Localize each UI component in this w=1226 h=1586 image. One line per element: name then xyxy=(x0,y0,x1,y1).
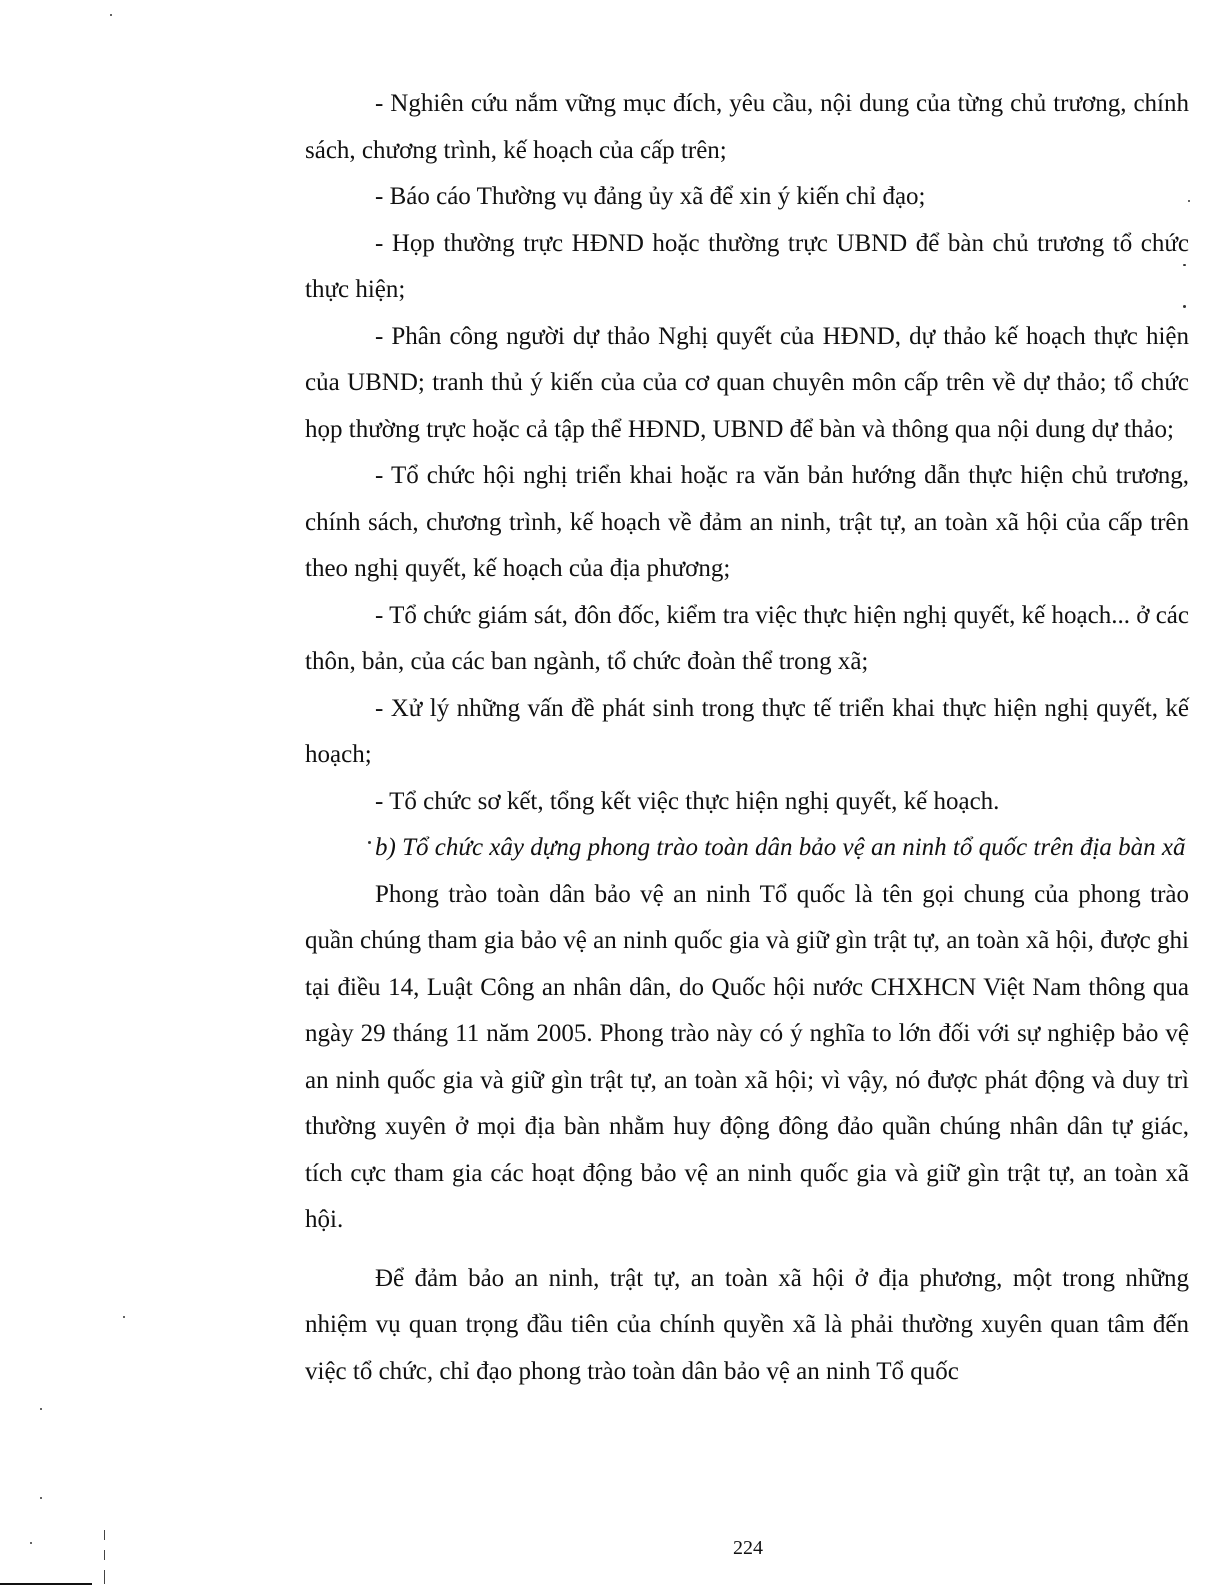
section-heading: b) Tổ chức xây dựng phong trào toàn dân bảo vệ an ninh tổ quốc trên địa bàn xã xyxy=(375,834,1186,861)
footer-tick xyxy=(104,1550,105,1560)
bullet-paragraph: - Phân công người dự thảo Nghị quyết của HĐND, dự thảo kế hoạch thực hiện của UBND; tranh thủ ý kiến của của cơ quan chuyên môn cấp trên về dự thảo; tổ chức họp thường trực hoặc cả tập thể HĐND, UBND để bàn và thông qua nội dung dự thảo; xyxy=(305,322,1189,443)
body-paragraph: Phong trào toàn dân bảo vệ an ninh Tổ quốc là tên gọi chung của phong trào quần chúng tham gia bảo vệ an ninh quốc gia và giữ gìn trật tự, an toàn xã hội, được ghi tại điều 14, Luật Công an nhân dân, do Quốc hội nước CHXHCN Việt Nam thông qua ngày 29 tháng 11 năm 2005. Phong trào này có ý nghĩa to lớn đối với sự nghiệp bảo vệ an ninh quốc gia và giữ gìn trật tự, an toàn xã hội; vì vậy, nó được phát động và duy trì thường xuyên ở mọi địa bàn nhằm huy động đông đảo quần chúng nhân dân tự giác, tích cực tham gia các hoạt động bảo vệ an ninh quốc gia và giữ gìn trật tự, an toàn xã hội. xyxy=(305,880,1189,1233)
bullet-paragraph: - Tổ chức giám sát, đôn đốc, kiểm tra việc thực hiện nghị quyết, kế hoạch... ở các thôn, bản, của các ban ngành, tổ chức đoàn thể trong xã; xyxy=(305,601,1189,675)
bullet-paragraph: - Xử lý những vấn đề phát sinh trong thực tế triển khai thực hiện nghị quyết, kế hoạch; xyxy=(305,694,1189,768)
scan-speck xyxy=(123,1316,125,1318)
scan-speck xyxy=(40,1497,42,1499)
bullet-paragraph: - Tổ chức sơ kết, tổng kết việc thực hiện nghị quyết, kế hoạch. xyxy=(375,787,1000,815)
footer-tick xyxy=(104,1570,105,1584)
bullet-paragraph: - Báo cáo Thường vụ đảng ủy xã để xin ý kiến chỉ đạo; xyxy=(375,183,926,210)
scan-speck xyxy=(40,1408,42,1410)
footer-tick xyxy=(104,1530,105,1540)
page-number: 224 xyxy=(733,1537,763,1559)
body-paragraph: Để đảm bảo an ninh, trật tự, an toàn xã hội ở địa phương, một trong những nhiệm vụ quan trọng đầu tiên của chính quyền xã là phải thường xuyên quan tâm đến việc tổ chức, chỉ đạo phong trào toàn dân bảo vệ an ninh Tổ quốc xyxy=(305,1264,1189,1385)
bullet-paragraph: - Tổ chức hội nghị triển khai hoặc ra văn bản hướng dẫn thực hiện chủ trương, chính sách, chương trình, kế hoạch về đảm an ninh, trật tự, an toàn xã hội của cấp trên theo nghị quyết, kế hoạch của địa phương; xyxy=(305,462,1189,582)
bullet-paragraph: - Nghiên cứu nắm vững mục đích, yêu cầu, nội dung của từng chủ trương, chính sách, chương trình, kế hoạch của cấp trên; xyxy=(305,90,1189,164)
document-body xyxy=(305,81,1189,1395)
bullet-paragraph: - Họp thường trực HĐND hoặc thường trực UBND để bàn chủ trương tổ chức thực hiện; xyxy=(305,229,1189,303)
footer-rule xyxy=(0,1583,92,1585)
scan-speck xyxy=(110,14,112,16)
